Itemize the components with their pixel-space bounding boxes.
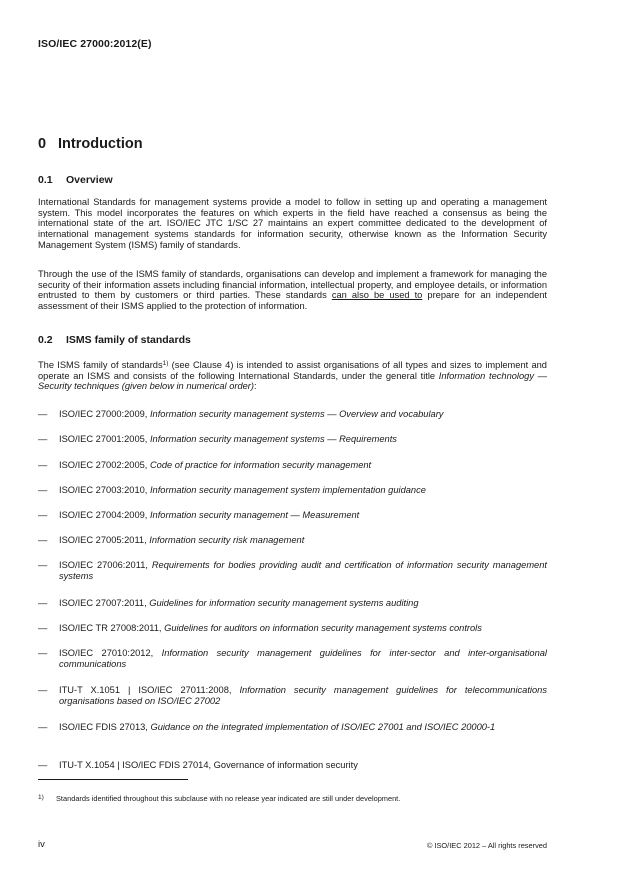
- list-item: [38, 434, 547, 445]
- list-item: [38, 460, 547, 471]
- footnote-divider: [38, 779, 188, 780]
- list-item: [38, 535, 547, 546]
- intro-colon: :: [254, 381, 257, 392]
- standard-title: Information security management guidelines for inter-sector and inter-organisational communications: [59, 648, 547, 669]
- standard-code: ISO/IEC 27003:2010,: [59, 485, 150, 495]
- standard-code: ITU-T X.1051 | ISO/IEC 27011:2008,: [59, 685, 240, 695]
- standard-code: ISO/IEC 27000:2009,: [59, 409, 150, 419]
- overview-p2-text-end: prepare for an independent assessment of their ISMS applied to the protection of information.: [38, 290, 547, 312]
- subsection-heading-isms-family: [38, 334, 191, 346]
- list-item: [38, 598, 547, 609]
- subsection-number: 0.2: [38, 334, 53, 346]
- footnote-mark: 1): [38, 794, 44, 801]
- standard-title: Governance of information security: [213, 760, 358, 770]
- list-dash: —: [38, 598, 48, 608]
- standard-code: ISO/IEC 27004:2009,: [59, 510, 150, 520]
- list-dash: —: [38, 409, 48, 419]
- footnote-reference: 1): [162, 360, 169, 367]
- section-title: Introduction: [58, 136, 143, 152]
- list-dash: —: [38, 722, 48, 732]
- standard-title: Code of practice for information security management: [149, 460, 372, 470]
- standard-title: Information security management system implementation guidance: [149, 485, 426, 495]
- subsection-number: 0.1: [38, 174, 53, 186]
- document-header: ISO/IEC 27000:2012(E): [38, 38, 152, 50]
- subsection-title: ISMS family of standards: [66, 334, 191, 346]
- list-dash: —: [38, 434, 48, 444]
- list-dash: —: [38, 560, 48, 570]
- standard-code: ISO/IEC TR 27008:2011,: [59, 623, 165, 633]
- list-item: [38, 560, 547, 582]
- list-dash: —: [38, 623, 48, 633]
- standard-code: ISO/IEC 27002:2005,: [59, 460, 150, 470]
- general-title: Information technology — Security techniques (given below in numerical order): [38, 370, 547, 392]
- overview-paragraph-1: International Standards for management systems provide a model to follow in setting up and operating a management system. This model incorporates the features on which experts in the field have reached a consensus as being the international state of the art. ISO/IEC JTC 1/SC 27 maintains an expert committee dedicated to the development of international management systems standards for information security, otherwise known as the Information Security Management System (ISMS) family of standards.: [38, 197, 547, 250]
- section-number: 0: [38, 136, 47, 152]
- list-item: [38, 685, 547, 707]
- list-item: [38, 760, 547, 771]
- overview-p2-text: Through the use of the ISMS family of standards, organisations can develop and implement a framework for managing the security of their information assets including financial information, intellectual property, and employee details, or information entrusted to them by customers or third parties. These standards: [38, 269, 547, 301]
- footnote-text: Standards identified throughout this subclause with no release year indicated are still under development.: [56, 794, 401, 803]
- subsection-heading-overview: [38, 174, 113, 186]
- standard-title: Requirements for bodies providing audit and certification of information security management systems: [59, 560, 547, 581]
- list-dash: —: [38, 460, 48, 470]
- standard-title: Guidelines for auditors on information security management systems controls: [164, 623, 482, 633]
- standard-code: ITU-T X.1054 | ISO/IEC FDIS 27014,: [59, 760, 214, 770]
- copyright-notice: © ISO/IEC 2012 – All rights reserved: [426, 841, 547, 850]
- list-dash: —: [38, 535, 48, 545]
- standard-title: Information security risk management: [149, 535, 305, 545]
- standard-code: ISO/IEC 27001:2005,: [59, 434, 150, 444]
- list-dash: —: [38, 760, 48, 770]
- standard-title: Information security management guidelines for telecommunications organisations based on ISO/IEC 27002: [59, 685, 547, 706]
- list-item: [38, 648, 547, 670]
- subsection-title: Overview: [66, 174, 113, 186]
- standard-title: Guidelines for information security management systems auditing: [149, 598, 419, 608]
- list-dash: —: [38, 648, 48, 658]
- section-heading-introduction: [38, 136, 143, 152]
- standard-code: ISO/IEC 27007:2011,: [59, 598, 150, 608]
- isms-family-intro: [38, 360, 547, 392]
- list-dash: —: [38, 510, 48, 520]
- intro-text: The ISMS family of standards: [38, 360, 163, 370]
- intro-text-continued: (see Clause 4) is intended to assist organisations of all types and sizes to implement and operate an ISMS and consists of the following International Standards, under the general title: [38, 360, 547, 381]
- standard-code: ISO/IEC 27005:2011,: [59, 535, 150, 545]
- standard-code: ISO/IEC 27006:2011,: [59, 560, 152, 570]
- standard-code: ISO/IEC FDIS 27013,: [59, 722, 151, 732]
- list-item: [38, 722, 547, 733]
- list-item: [38, 510, 547, 521]
- list-item: [38, 485, 547, 496]
- standard-title: Information security management systems — Overview and vocabulary: [149, 409, 444, 419]
- standard-code: ISO/IEC 27010:2012,: [59, 648, 162, 658]
- page-number: iv: [38, 839, 45, 850]
- standard-title: Guidance on the integrated implementation of ISO/IEC 27001 and ISO/IEC 20000-1: [150, 722, 496, 732]
- list-dash: —: [38, 485, 48, 495]
- footnote: [38, 794, 400, 803]
- list-item: [38, 623, 547, 634]
- standard-title: Information security management — Measurement: [149, 510, 360, 520]
- overview-p2-underlined: can also be used to: [331, 290, 423, 301]
- overview-paragraph-2: [38, 269, 547, 312]
- list-dash: —: [38, 685, 48, 695]
- list-item: [38, 409, 547, 420]
- standard-title: Information security management systems — Requirements: [149, 434, 397, 444]
